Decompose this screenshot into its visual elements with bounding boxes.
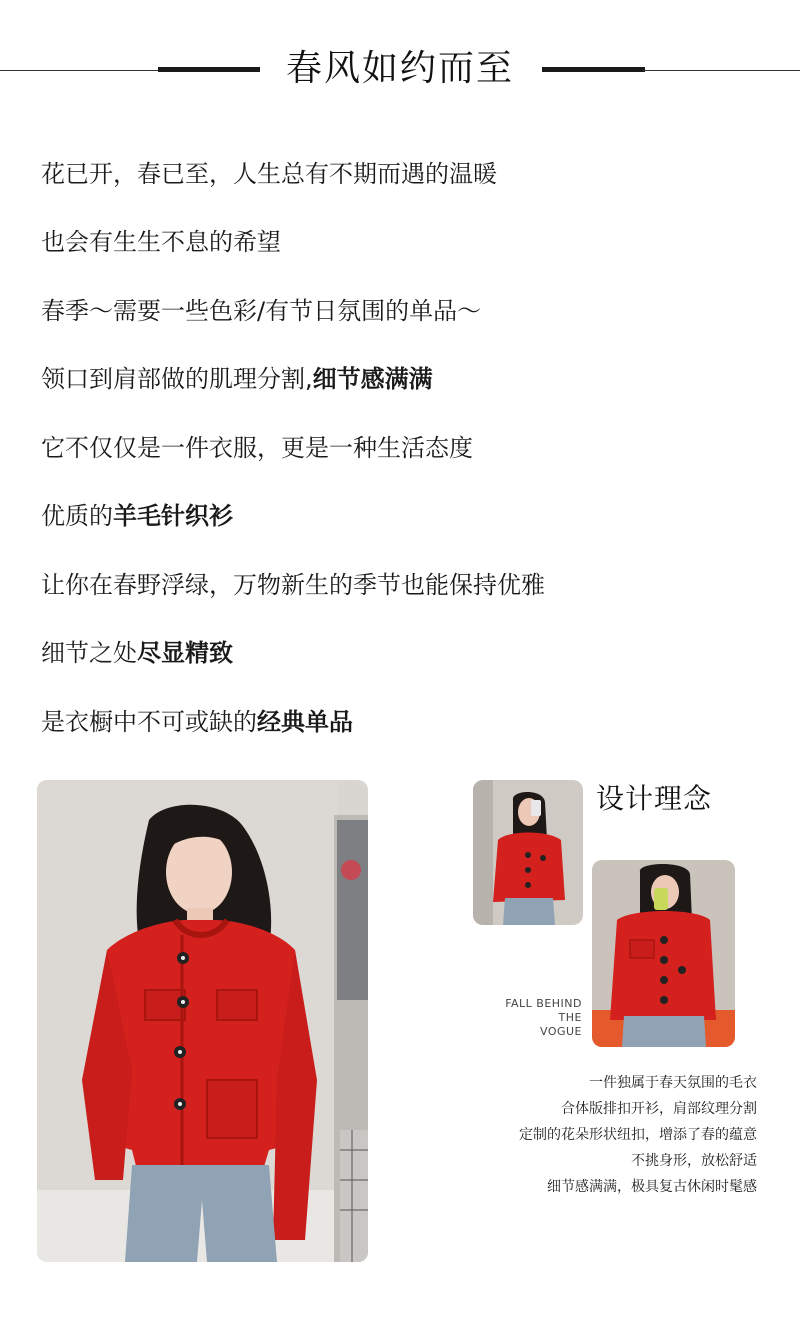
- intro-line-3: 春季～需要一些色彩/有节日氛围的单品～: [41, 297, 482, 325]
- header-rule-right-thin: [643, 70, 800, 71]
- tagline-line-2: THE: [558, 1011, 582, 1024]
- description-line-2: 合体版排扣开衫，肩部纹理分割: [561, 1101, 757, 1117]
- tagline-line-3: VOGUE: [539, 1025, 582, 1038]
- intro-line-5: 它不仅仅是一件衣服，更是一种生活态度: [41, 434, 473, 462]
- description-line-3: 定制的花朵形状纽扣，增添了春的蕴意: [519, 1127, 757, 1143]
- intro-line-6: 优质的羊毛针织衫: [41, 502, 233, 530]
- intro-line-1: 花已开，春已至，人生总有不期而遇的温暖: [41, 160, 497, 188]
- vogue-tagline: [490, 997, 582, 1039]
- header-rule-right-thick: [542, 67, 645, 72]
- page-title: 春风如约而至: [285, 48, 514, 89]
- intro-line-9: 是衣橱中不可或缺的经典单品: [41, 708, 353, 736]
- description-line-1: 一件独属于春天氛围的毛衣: [589, 1075, 757, 1091]
- intro-line-7: 让你在春野浮绿，万物新生的季节也能保持优雅: [41, 571, 545, 599]
- description-line-5: 细节感满满，极具复古休闲时髦感: [547, 1179, 757, 1195]
- tagline-line-1: FALL BEHIND: [505, 997, 582, 1010]
- detail-photo-medium: [592, 860, 735, 1047]
- description-line-4: 不挑身形，放松舒适: [631, 1153, 757, 1169]
- design-description: [519, 1070, 757, 1200]
- section-header: [0, 0, 800, 140]
- intro-line-4: 领口到肩部做的肌理分割,细节感满满: [41, 365, 433, 393]
- main-model-photo: [37, 780, 368, 1262]
- design-concept-title: 设计理念: [596, 782, 713, 815]
- intro-line-2: 也会有生生不息的希望: [41, 228, 281, 256]
- intro-line-8: 细节之处尽显精致: [41, 639, 233, 667]
- detail-photo-small: [473, 780, 583, 925]
